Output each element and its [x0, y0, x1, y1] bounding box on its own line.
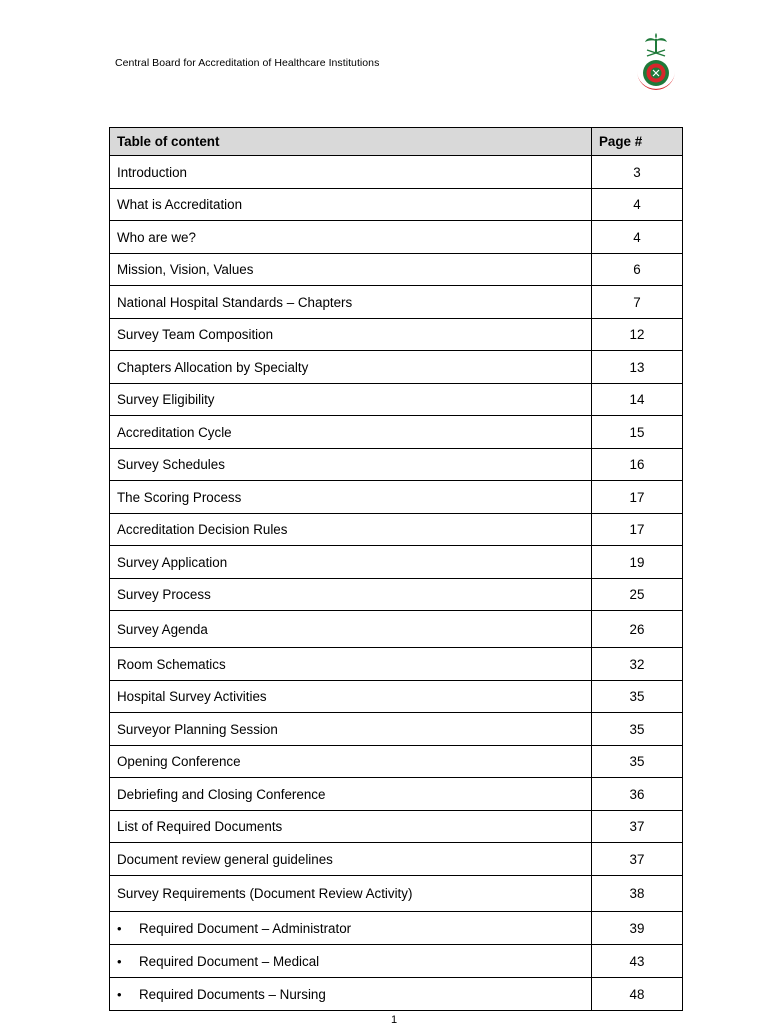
toc-row — [110, 416, 683, 449]
toc-entry-page: 17 — [592, 514, 683, 546]
toc-entry-title: Survey Requirements (Document Review Activity) — [117, 886, 413, 901]
toc-entry-page: 26 — [592, 611, 683, 648]
toc-entry-title-cell — [110, 843, 592, 876]
toc-entry-title-cell — [110, 713, 592, 746]
toc-row — [110, 319, 683, 351]
toc-entry-title: Survey Agenda — [117, 621, 208, 637]
toc-entry-page: 6 — [592, 254, 683, 286]
toc-entry-title-cell — [110, 514, 592, 546]
organization-name: Central Board for Accreditation of Healthcare Institutions — [115, 57, 380, 69]
toc-entry-title-cell — [110, 811, 592, 843]
toc-entry-page: 17 — [592, 481, 683, 514]
toc-row — [110, 351, 683, 384]
toc-row — [110, 481, 683, 514]
toc-entry-title: Required Document – Medical — [139, 953, 320, 969]
toc-entry-page: 4 — [592, 221, 683, 254]
toc-row — [110, 611, 683, 648]
toc-entry-title-cell — [110, 221, 592, 254]
toc-entry-title: Required Documents – Nursing — [139, 986, 326, 1002]
toc-row — [110, 945, 683, 978]
toc-entry-title-cell — [110, 156, 592, 189]
toc-entry-title-cell — [110, 778, 592, 811]
toc-entry-title: Opening Conference — [117, 754, 241, 769]
toc-entry-title-cell — [110, 189, 592, 221]
toc-row — [110, 746, 683, 778]
toc-row — [110, 189, 683, 221]
toc-entry-title-cell — [110, 254, 592, 286]
toc-entry-page: 35 — [592, 713, 683, 746]
toc-entry-title: List of Required Documents — [117, 819, 283, 834]
toc-entry-page: 35 — [592, 681, 683, 713]
toc-entry-title-cell — [110, 978, 592, 1011]
toc-row — [110, 912, 683, 945]
page-number: 1 — [391, 1014, 398, 1026]
toc-row — [110, 514, 683, 546]
toc-entry-title: Chapters Allocation by Specialty — [117, 359, 309, 375]
toc-entry-page: 14 — [592, 384, 683, 416]
toc-entry-title: Surveyor Planning Session — [117, 721, 278, 737]
toc-row — [110, 713, 683, 746]
toc-row — [110, 579, 683, 611]
toc-entry-title-cell — [110, 746, 592, 778]
toc-row — [110, 648, 683, 681]
toc-entry-title-cell — [110, 681, 592, 713]
toc-entry-title: What is Accreditation — [117, 197, 243, 212]
toc-row — [110, 221, 683, 254]
toc-entry-title: Room Schematics — [117, 656, 226, 672]
toc-entry-title: Mission, Vision, Values — [117, 262, 254, 277]
toc-entry-title: Required Document – Administrator — [139, 920, 352, 936]
toc-entry-title-cell — [110, 945, 592, 978]
bullet-icon: • — [117, 953, 122, 969]
toc-entry-title-cell — [110, 481, 592, 514]
toc-entry-page: 37 — [592, 811, 683, 843]
toc-entry-title: Survey Process — [117, 587, 211, 602]
toc-entry-page: 32 — [592, 648, 683, 681]
toc-row — [110, 384, 683, 416]
toc-body — [110, 156, 683, 1011]
toc-row — [110, 546, 683, 579]
toc-row — [110, 254, 683, 286]
toc-row — [110, 156, 683, 189]
bullet-icon: • — [117, 986, 122, 1002]
toc-entry-title-cell — [110, 416, 592, 449]
toc-entry-page: 43 — [592, 945, 683, 978]
toc-entry-page: 37 — [592, 843, 683, 876]
toc-entry-title-cell — [110, 546, 592, 579]
cbahi-logo-icon — [629, 33, 683, 95]
toc-entry-page: 7 — [592, 286, 683, 319]
toc-entry-title: National Hospital Standards – Chapters — [117, 294, 353, 310]
toc-entry-page: 3 — [592, 156, 683, 189]
toc-entry-title: Survey Eligibility — [117, 392, 215, 407]
toc-title-column-header: Table of content — [110, 128, 592, 156]
toc-entry-title: Introduction — [117, 164, 187, 180]
toc-entry-title: Accreditation Decision Rules — [117, 522, 288, 537]
toc-entry-title-cell — [110, 384, 592, 416]
toc-entry-title-cell — [110, 611, 592, 648]
toc-entry-page: 25 — [592, 579, 683, 611]
toc-entry-title-cell — [110, 579, 592, 611]
toc-entry-title-cell — [110, 351, 592, 384]
toc-entry-page: 12 — [592, 319, 683, 351]
toc-entry-page: 36 — [592, 778, 683, 811]
toc-entry-title: Survey Team Composition — [117, 327, 274, 342]
toc-row — [110, 681, 683, 713]
toc-entry-page: 48 — [592, 978, 683, 1011]
toc-entry-page: 13 — [592, 351, 683, 384]
toc-page-column-header: Page # — [592, 128, 683, 156]
toc-entry-title-cell — [110, 912, 592, 945]
toc-entry-title: Hospital Survey Activities — [117, 689, 267, 704]
toc-entry-title: The Scoring Process — [117, 489, 242, 505]
toc-entry-page: 19 — [592, 546, 683, 579]
toc-entry-title: Survey Application — [117, 554, 228, 570]
toc-entry-title-cell — [110, 876, 592, 912]
toc-entry-title-cell — [110, 319, 592, 351]
toc-row — [110, 843, 683, 876]
toc-entry-title-cell — [110, 648, 592, 681]
toc-entry-page: 35 — [592, 746, 683, 778]
toc-row — [110, 286, 683, 319]
toc-row — [110, 978, 683, 1011]
toc-entry-page: 16 — [592, 449, 683, 481]
toc-entry-page: 15 — [592, 416, 683, 449]
toc-row — [110, 811, 683, 843]
toc-entry-title: Document review general guidelines — [117, 851, 333, 867]
toc-row — [110, 876, 683, 912]
toc-header-row — [110, 128, 683, 156]
table-of-contents — [109, 127, 683, 1011]
toc-entry-title-cell — [110, 286, 592, 319]
toc-entry-title-cell — [110, 449, 592, 481]
toc-entry-page: 38 — [592, 876, 683, 912]
toc-row — [110, 778, 683, 811]
toc-row — [110, 449, 683, 481]
toc-entry-title: Who are we? — [117, 229, 196, 245]
toc-entry-title: Debriefing and Closing Conference — [117, 786, 326, 802]
toc-entry-title: Accreditation Cycle — [117, 424, 232, 440]
toc-entry-page: 39 — [592, 912, 683, 945]
toc-entry-title: Survey Schedules — [117, 457, 225, 472]
toc-entry-page: 4 — [592, 189, 683, 221]
bullet-icon: • — [117, 920, 122, 936]
